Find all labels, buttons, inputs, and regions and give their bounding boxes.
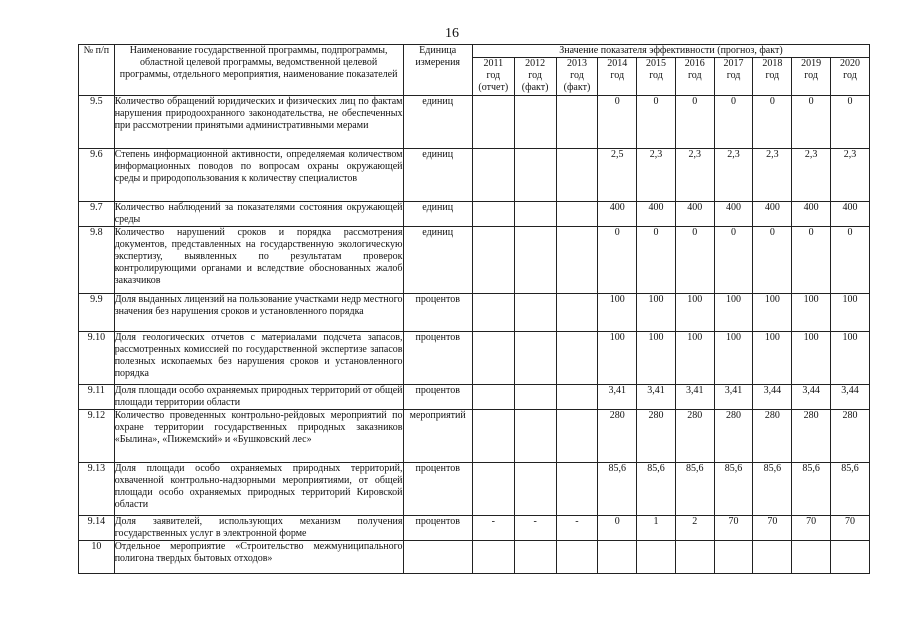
row-value-2019: 0: [792, 227, 831, 294]
row-value-2011: [472, 410, 514, 463]
table-row: [79, 516, 870, 541]
row-value-2017: 280: [714, 410, 753, 463]
row-value-2013: [556, 202, 598, 227]
row-indicator-name: Доля заявителей, использующих механизм получения государственных услуг в электронной форме: [114, 516, 403, 539]
row-value-2016: 3,41: [675, 385, 714, 410]
header-num: № п/п: [79, 45, 115, 96]
row-indicator-name: Количество проведенных контрольно-рейдовых мероприятий по охране территории государственных природных заказников «Былина», «Пижемский» и «Бушковский лес»: [114, 410, 403, 463]
row-unit: процентов: [403, 294, 472, 332]
row-value-2020: 100: [830, 332, 869, 385]
header-year-label: год (отчет): [478, 70, 509, 93]
row-unit: единиц: [403, 149, 472, 202]
header-year-label: год: [765, 70, 780, 81]
row-value-2013: -: [556, 516, 598, 541]
row-value-2017: 85,6: [714, 463, 753, 516]
table-header: [79, 45, 870, 96]
row-value-2012: -: [514, 516, 556, 541]
row-value-2017: 3,41: [714, 385, 753, 410]
row-unit: единиц: [403, 227, 472, 294]
header-year-number: 2013: [566, 58, 587, 69]
row-value-2016: 2: [675, 516, 714, 541]
row-number: 9.9: [79, 294, 115, 332]
header-year-number: 2016: [684, 58, 705, 69]
row-value-2012: [514, 149, 556, 202]
row-value-2016: 0: [675, 96, 714, 149]
row-value-2016: 400: [675, 202, 714, 227]
row-value-2014: [598, 541, 637, 574]
row-value-2018: 2,3: [753, 149, 792, 202]
row-value-2017: 2,3: [714, 149, 753, 202]
row-indicator-name: Количество нарушений сроков и порядка рассмотрения документов, представленных на государственную экологическую экспертизу, выявленных по результатам проверок контролирующими органами и вследствие обоснованных жалоб заказчиков: [114, 227, 403, 294]
table-row: [79, 541, 870, 574]
table-row: [79, 463, 870, 516]
row-value-2012: [514, 385, 556, 410]
header-year-label: год: [610, 70, 625, 81]
row-value-2012: [514, 227, 556, 294]
row-number: 9.10: [79, 332, 115, 385]
row-number: 9.6: [79, 149, 115, 202]
row-value-2015: 280: [637, 410, 676, 463]
row-value-2012: [514, 294, 556, 332]
row-value-2017: 0: [714, 96, 753, 149]
header-year-2016: [675, 58, 714, 96]
row-number: 10: [79, 541, 115, 574]
row-value-2012: [514, 410, 556, 463]
row-value-2011: -: [472, 516, 514, 541]
row-number: 9.13: [79, 463, 115, 516]
row-value-2019: 280: [792, 410, 831, 463]
row-value-2012: [514, 463, 556, 516]
row-value-2018: 3,44: [753, 385, 792, 410]
header-year-label: год (факт): [563, 70, 591, 93]
row-value-2018: 85,6: [753, 463, 792, 516]
header-unit: Единица измерения: [403, 45, 472, 96]
row-unit: [403, 541, 472, 574]
row-value-2018: 100: [753, 332, 792, 385]
row-value-2020: 0: [830, 227, 869, 294]
row-value-2018: 280: [753, 410, 792, 463]
header-year-2018: [753, 58, 792, 96]
header-year-2011: [472, 58, 514, 96]
row-value-2018: 70: [753, 516, 792, 541]
header-name: Наименование государственной программы, подпрограммы, областной целевой программы, ведомственной целевой программы, отдельного мероприятия, наименование показателей: [114, 45, 403, 96]
row-value-2013: [556, 410, 598, 463]
row-value-2013: [556, 385, 598, 410]
row-value-2018: [753, 541, 792, 574]
row-value-2015: 400: [637, 202, 676, 227]
row-value-2015: 0: [637, 227, 676, 294]
row-value-2013: [556, 149, 598, 202]
row-value-2012: [514, 96, 556, 149]
row-value-2011: [472, 227, 514, 294]
row-value-2020: 3,44: [830, 385, 869, 410]
row-value-2014: 2,5: [598, 149, 637, 202]
row-value-2014: 400: [598, 202, 637, 227]
row-value-2013: [556, 227, 598, 294]
header-year-label: год: [726, 70, 741, 81]
row-unit: процентов: [403, 463, 472, 516]
row-value-2015: 2,3: [637, 149, 676, 202]
row-value-2011: [472, 202, 514, 227]
table-row: [79, 149, 870, 202]
table-body: [79, 96, 870, 574]
row-value-2015: 100: [637, 332, 676, 385]
row-value-2014: 0: [598, 96, 637, 149]
row-value-2017: 70: [714, 516, 753, 541]
row-value-2016: 100: [675, 332, 714, 385]
row-value-2011: [472, 96, 514, 149]
header-year-2019: [792, 58, 831, 96]
header-year-number: 2019: [801, 58, 822, 69]
header-year-number: 2018: [762, 58, 783, 69]
row-value-2013: [556, 294, 598, 332]
row-number: 9.14: [79, 516, 115, 541]
row-value-2016: 100: [675, 294, 714, 332]
row-value-2014: 0: [598, 516, 637, 541]
row-value-2019: [792, 541, 831, 574]
header-year-label: год: [843, 70, 857, 81]
row-unit: процентов: [403, 516, 472, 541]
row-number: 9.5: [79, 96, 115, 149]
row-value-2014: 100: [598, 294, 637, 332]
row-indicator-name: Доля площади особо охраняемых природных территорий от общей площади территории области: [114, 385, 403, 408]
row-value-2011: [472, 463, 514, 516]
row-value-2016: [675, 541, 714, 574]
row-value-2015: 1: [637, 516, 676, 541]
row-value-2011: [472, 294, 514, 332]
row-value-2019: 70: [792, 516, 831, 541]
table-row: [79, 96, 870, 149]
row-value-2014: 85,6: [598, 463, 637, 516]
row-value-2015: 3,41: [637, 385, 676, 410]
row-indicator-name: Доля геологических отчетов с материалами подсчета запасов, рассмотренных комиссией по государственной экспертизе запасов полезных ископаемых без нарушения сроков и установленного порядка: [114, 332, 403, 385]
table-row: [79, 202, 870, 227]
row-value-2014: 3,41: [598, 385, 637, 410]
row-number: 9.11: [79, 385, 115, 410]
row-value-2014: 0: [598, 227, 637, 294]
header-year-2013: [556, 58, 598, 96]
row-value-2013: [556, 541, 598, 574]
row-indicator-name: Количество наблюдений за показателями состояния окружающей среды: [114, 202, 403, 225]
table-row: [79, 332, 870, 385]
header-year-2020: [830, 58, 869, 96]
header-year-2015: [637, 58, 676, 96]
row-value-2011: [472, 332, 514, 385]
row-value-2019: 100: [792, 332, 831, 385]
row-value-2011: [472, 149, 514, 202]
row-indicator-name: Доля выданных лицензий на пользование участками недр местного значения без нарушения сроков и установленного порядка: [114, 294, 403, 332]
header-year-label: год (факт): [521, 70, 549, 93]
row-value-2012: [514, 332, 556, 385]
row-value-2017: 100: [714, 294, 753, 332]
table-row: [79, 410, 870, 463]
row-number: 9.7: [79, 202, 115, 227]
row-value-2020: 2,3: [830, 149, 869, 202]
row-value-2011: [472, 541, 514, 574]
header-values-title: Значение показателя эффективности (прогноз, факт): [472, 45, 869, 58]
row-value-2017: [714, 541, 753, 574]
row-value-2015: 100: [637, 294, 676, 332]
row-value-2017: 100: [714, 332, 753, 385]
header-year-label: год: [804, 70, 818, 81]
row-indicator-name: Степень информационной активности, определяемая количеством информационных поводов по вопросам охраны окружающей среды и природопользования к количеству специалистов: [114, 149, 403, 202]
row-value-2020: 85,6: [830, 463, 869, 516]
table-row: [79, 227, 870, 294]
row-value-2018: 0: [753, 227, 792, 294]
row-value-2012: [514, 541, 556, 574]
row-value-2014: 100: [598, 332, 637, 385]
row-value-2017: 0: [714, 227, 753, 294]
indicators-table: [78, 44, 870, 574]
row-value-2019: 400: [792, 202, 831, 227]
row-value-2020: 280: [830, 410, 869, 463]
row-value-2020: 0: [830, 96, 869, 149]
table-row: [79, 385, 870, 410]
header-year-number: 2012: [525, 58, 546, 69]
row-value-2020: 100: [830, 294, 869, 332]
row-value-2019: 0: [792, 96, 831, 149]
row-value-2015: 85,6: [637, 463, 676, 516]
row-value-2016: 85,6: [675, 463, 714, 516]
header-year-2014: [598, 58, 637, 96]
header-year-number: 2017: [723, 58, 744, 69]
row-value-2019: 100: [792, 294, 831, 332]
header-year-number: 2015: [646, 58, 667, 69]
row-value-2016: 280: [675, 410, 714, 463]
row-number: 9.8: [79, 227, 115, 294]
row-value-2015: [637, 541, 676, 574]
header-year-number: 2014: [607, 58, 628, 69]
row-value-2015: 0: [637, 96, 676, 149]
row-number: 9.12: [79, 410, 115, 463]
row-value-2020: [830, 541, 869, 574]
row-unit: процентов: [403, 385, 472, 410]
row-value-2016: 2,3: [675, 149, 714, 202]
row-value-2018: 400: [753, 202, 792, 227]
row-value-2020: 400: [830, 202, 869, 227]
row-value-2020: 70: [830, 516, 869, 541]
header-year-label: год: [687, 70, 702, 81]
row-value-2014: 280: [598, 410, 637, 463]
row-value-2013: [556, 463, 598, 516]
row-value-2018: 0: [753, 96, 792, 149]
header-year-number: 2011: [483, 58, 504, 69]
header-year-2012: [514, 58, 556, 96]
row-value-2013: [556, 332, 598, 385]
header-year-number: 2020: [839, 58, 860, 69]
row-value-2013: [556, 96, 598, 149]
header-year-label: год: [649, 70, 663, 81]
row-value-2011: [472, 385, 514, 410]
row-value-2019: 85,6: [792, 463, 831, 516]
row-value-2012: [514, 202, 556, 227]
row-value-2018: 100: [753, 294, 792, 332]
row-value-2019: 3,44: [792, 385, 831, 410]
page-number: 16: [445, 26, 459, 41]
row-unit: единиц: [403, 96, 472, 149]
table-row: [79, 294, 870, 332]
row-unit: мероприятий: [403, 410, 472, 463]
row-unit: единиц: [403, 202, 472, 227]
row-value-2019: 2,3: [792, 149, 831, 202]
row-indicator-name: Отдельное мероприятие «Строительство межмуниципального полигона твердых бытовых отходов»: [114, 541, 403, 574]
row-indicator-name: Доля площади особо охраняемых природных территорий, охваченной контрольно-надзорными мероприятиями, от общей площади особо охраняемых природных территорий Кировской области: [114, 463, 403, 516]
row-unit: процентов: [403, 332, 472, 385]
header-year-2017: [714, 58, 753, 96]
row-indicator-name: Количество обращений юридических и физических лиц по фактам нарушения природоохранного законодательства, не обеспеченных при рассмотрении принятыми административными мерами: [114, 96, 403, 149]
row-value-2017: 400: [714, 202, 753, 227]
row-value-2016: 0: [675, 227, 714, 294]
